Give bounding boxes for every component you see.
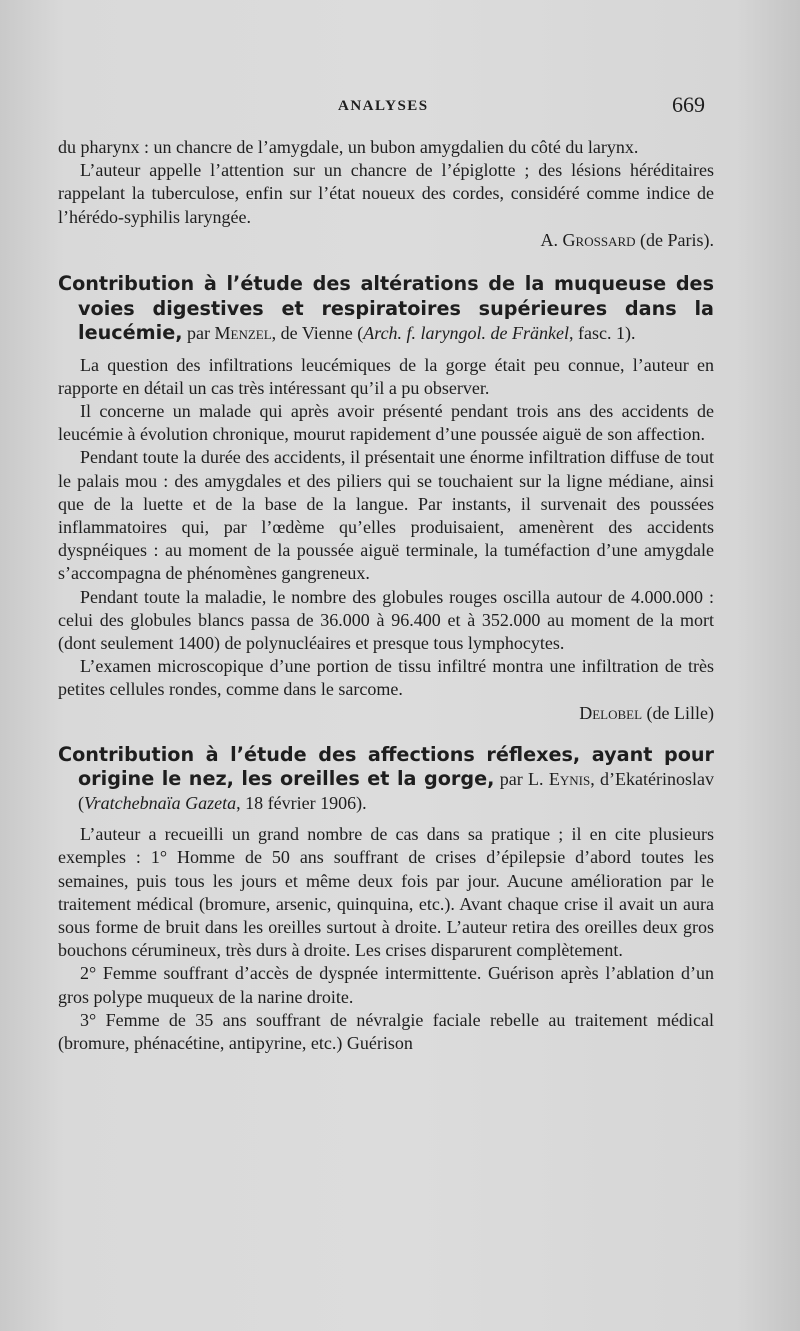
article2-author-place: , de Vienne ( (271, 323, 364, 344)
article3-source-tail: , 18 février 1906). (236, 792, 367, 813)
article3-source: Vratchebnaïa Gazeta (84, 792, 237, 813)
signature-initial: A. (540, 229, 559, 250)
article2-signature (58, 702, 714, 725)
page-body (58, 136, 714, 1055)
signature-place: (de Lille) (646, 702, 714, 723)
article3-paragraph-2: 2° Femme souffrant d’accès de dyspnée intermittente. Guérison après l’ablation d’un gros polype muqueux de la narine droite. (58, 963, 714, 1007)
article3-paragraph-1: L’auteur a recueilli un grand nombre de cas dans sa pratique ; il en cite plusieurs exemples : 1° Homme de 50 ans souffrant de crises d’épilepsie d’abord toutes les semaines, puis tous les jours et même deux fois par jour. Aucune amélioration par le traitement médical (bromure, arsenic, quinquina, etc.). Avant chaque crise il avait un aura sous forme de bruit dans les oreilles surtout à droite. L’auteur retira des oreilles deux gros bouchons cérumineux, très durs à droite. Les crises disparurent complètement. (58, 824, 714, 961)
article2-paragraph-3: Pendant toute la durée des accidents, il présentait une énorme infiltration diffuse de tout le palais mou : des amygdales et des piliers qui se touchaient sur la ligne médiane, ainsi que de la luette et de la base de la langue. Par instants, il survenait des poussées inflammatoires qui, par l’œdème qu’elles produisaient, amenèrent des accidents dyspnéiques : au moment de la poussée aiguë terminale, la tuméfaction d’une amygdale s’accompagna de phénomènes gangreneux. (58, 447, 714, 584)
article1-continuation: du pharynx : un chancre de l’amygdale, un bubon amygdalien du côté du larynx. (58, 137, 639, 157)
article2-source-tail: , fasc. 1). (569, 323, 636, 344)
article2-paragraph-4: Pendant toute la maladie, le nombre des globules rouges oscilla autour de 4.000.000 : celui des globules blancs passa de 36.000 à 96.400 et à 352.000 au moment de la mort (dont seulement 1400) de polynucléaires et presque tous lymphocytes. (58, 586, 714, 653)
article2-paragraph-1: La question des infiltrations leucémiques de la gorge était peu connue, l’auteur en rapporte en détail un cas très intéressant qu’il a pu observer. (58, 354, 714, 398)
article3-heading (58, 743, 714, 816)
article2-title: Contribution à l’étude des altérations de la muqueuse des voies digestives et respiratoires supérieures dans la leucémie, (58, 272, 714, 345)
article2-author: Menzel (214, 323, 272, 344)
article3-paragraph-3: 3° Femme de 35 ans souffrant de névralgie faciale rebelle au traitement médical (bromure, phénacétine, antipyrine, etc.) Guérison (58, 1009, 714, 1054)
article2-source: Arch. f. laryngol. de Fränkel (363, 323, 570, 344)
signature-name: Grossard (562, 229, 636, 250)
article2-paragraph-2: Il concerne un malade qui après avoir présenté pendant trois ans des accidents de leucémie à évolution chronique, mourut rapidement d’une poussée aiguë de son affection. (58, 400, 714, 445)
signature-name: Delobel (579, 702, 643, 723)
article2-by: par (187, 323, 210, 344)
running-title: ANALYSES (338, 98, 429, 114)
article1-paragraph: L’auteur appelle l’attention sur un chancre de l’épiglotte ; des lésions héréditaires rappelant la tuberculose, enfin sur l’état noueux des cordes, considéré comme indice de l’hérédo-syphilis laryngée. (58, 160, 714, 227)
page-header (0, 88, 800, 128)
signature-place: (de Paris). (640, 229, 714, 250)
article2-paragraph-5: L’examen microscopique d’une portion de tissu infiltré montra une infiltration de très petites cellules rondes, comme dans le sarcome. (58, 656, 714, 700)
article3-title: Contribution à l’étude des affections réflexes, ayant pour origine le nez, les oreilles et la gorge, (58, 742, 714, 791)
article3-author: Eynis (548, 769, 591, 790)
article2-heading (58, 272, 714, 346)
article1-signature (58, 229, 714, 252)
article3-by: par L. (499, 769, 544, 790)
page-number: 669 (672, 92, 705, 117)
article3-author-place: , d’Ekatérinoslav ( (78, 769, 715, 813)
